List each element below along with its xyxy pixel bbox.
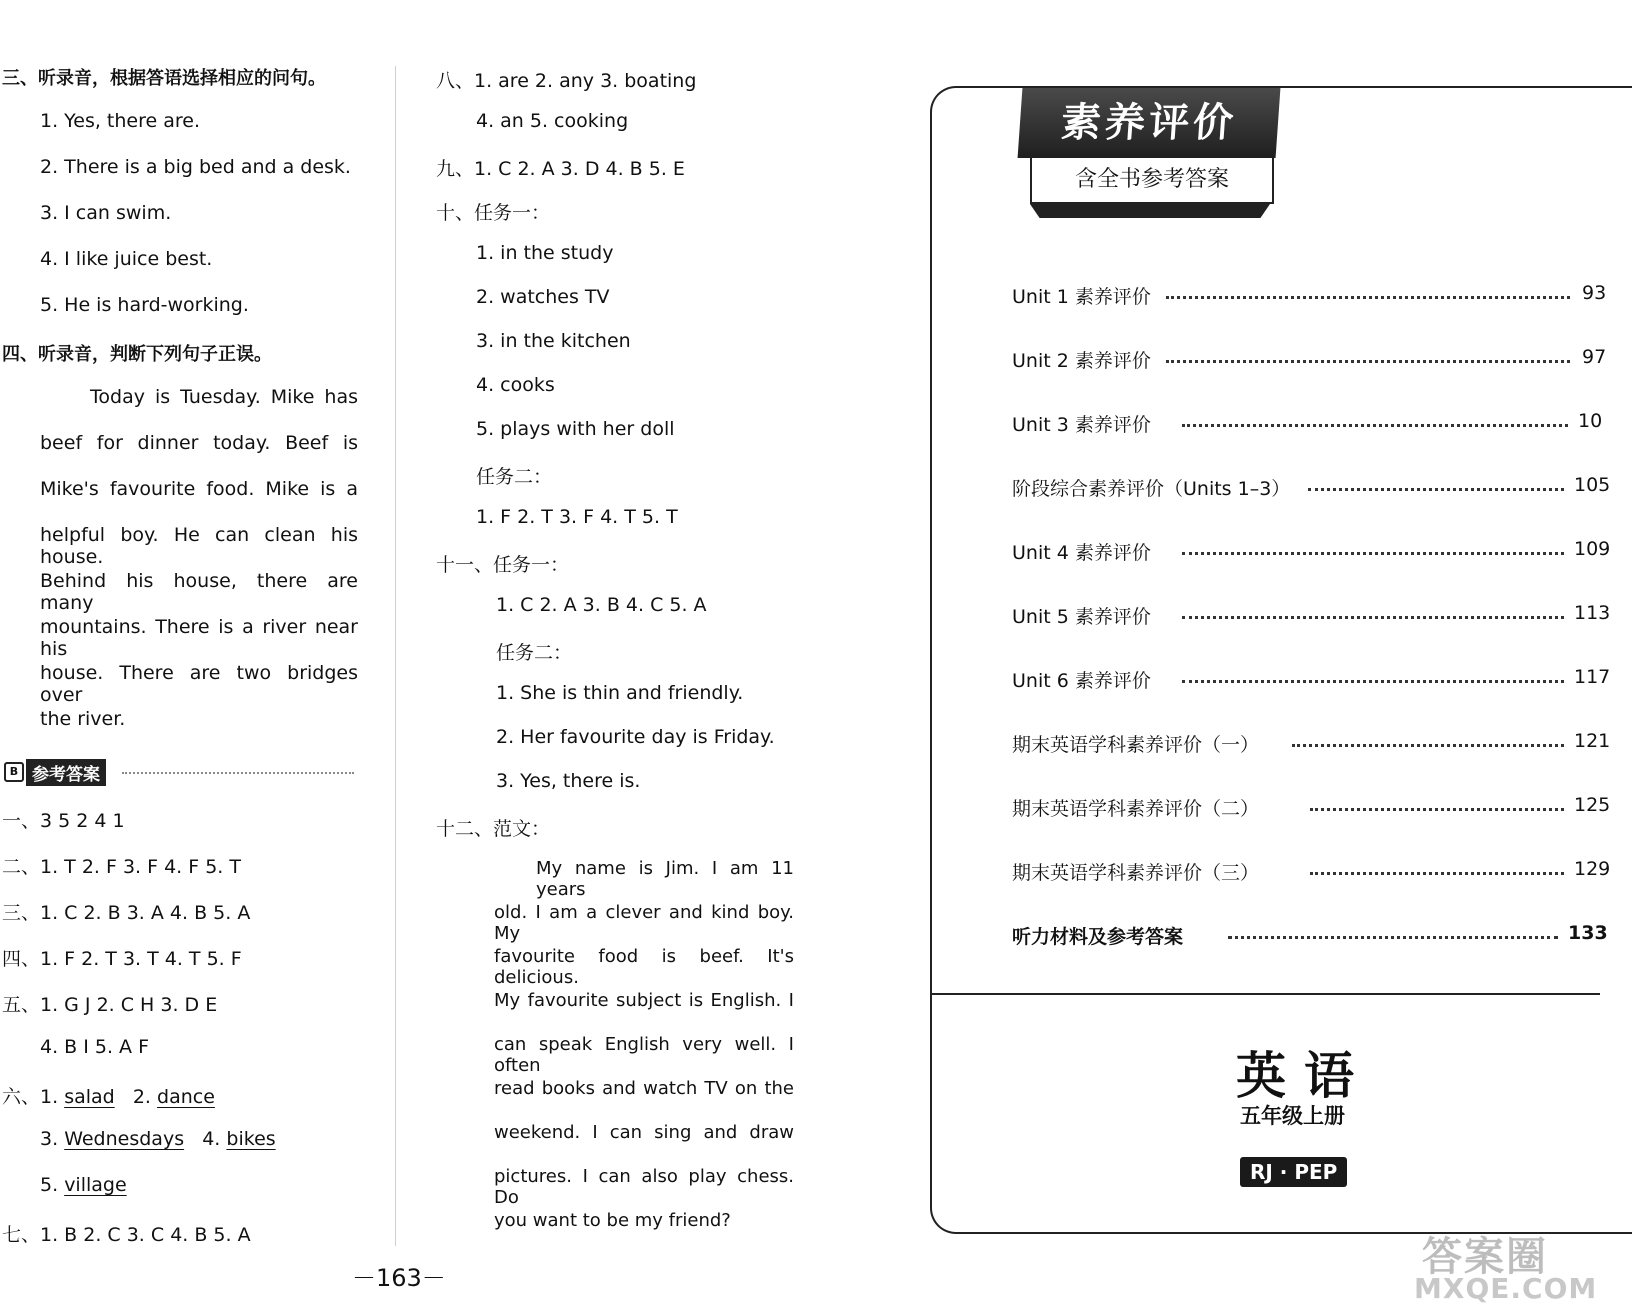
answer-row: 七、1. B 2. C 3. C 4. B 5. A <box>2 1224 251 1246</box>
toc-item-page: 105 <box>1574 474 1611 496</box>
answer-row: 1. C 2. A 3. B 4. C 5. A <box>496 594 707 616</box>
toc-leader <box>1182 552 1564 555</box>
watermark: 答案圈 <box>1422 1234 1548 1280</box>
toc-item-page: 129 <box>1574 858 1611 880</box>
list-item: 3. I can swim. <box>40 202 172 224</box>
toc-item-label: 期末英语学科素养评价（二） <box>1012 798 1260 820</box>
answer-number: 4. <box>202 1128 221 1150</box>
toc-leader <box>1182 424 1568 427</box>
list-item: 3. in the kitchen <box>476 330 631 352</box>
answer-row-6a <box>2 1082 215 1109</box>
essay-line: old. I am a clever and kind boy. My <box>494 902 794 944</box>
section-10-title: 十、任务一： <box>436 202 551 224</box>
toc-item-label: 阶段综合素养评价（Units 1–3） <box>1012 478 1291 500</box>
list-item: 5. He is hard-working. <box>40 294 249 316</box>
passage-line: house. There are two bridges over <box>40 662 358 706</box>
passage-line: Mike's favourite food. Mike is a <box>40 478 358 500</box>
toc-item-page: 109 <box>1574 538 1611 560</box>
answer-key-badge: 参考答案 <box>26 759 106 786</box>
banner-subtitle: 含全书参考答案 <box>1030 158 1274 204</box>
toc-leader <box>1308 488 1564 491</box>
answer-row: 1. F 2. T 3. F 4. T 5. T <box>476 506 678 528</box>
answer-prefix: 六、1. <box>2 1086 59 1108</box>
section-3-title: 三、听录音，根据答语选择相应的问句。 <box>2 68 326 89</box>
list-item: 2. Her favourite day is Friday. <box>496 726 775 748</box>
essay-line: weekend. I can sing and draw <box>494 1122 794 1143</box>
answer-word: Wednesdays <box>64 1128 185 1150</box>
answer-key-icon: B <box>4 762 24 782</box>
list-item: 1. She is thin and friendly. <box>496 682 744 704</box>
answer-row: 九、1. C 2. A 3. D 4. B 5. E <box>436 158 685 180</box>
toc-leader <box>1310 872 1564 875</box>
toc-item-label: Unit 5 素养评价 <box>1012 606 1151 628</box>
passage-line: beef for dinner today. Beef is <box>40 432 358 454</box>
toc-item-page: 113 <box>1574 602 1611 624</box>
toc-leader <box>1182 616 1564 619</box>
answer-row-6b <box>40 1128 276 1150</box>
divider <box>122 772 354 774</box>
divider <box>930 993 1600 995</box>
answer-word: dance <box>157 1086 215 1108</box>
task-title: 任务二： <box>496 642 573 664</box>
watermark-url: MXQE.COM <box>1414 1272 1598 1305</box>
toc-item-page: 97 <box>1582 346 1607 368</box>
task-title: 任务二： <box>476 466 553 488</box>
section-4-title: 四、听录音，判断下列句子正误。 <box>2 344 272 365</box>
toc-item-page: 121 <box>1574 730 1611 752</box>
banner-title: 素养评价 <box>1018 88 1281 158</box>
essay-line: My name is Jim. I am 11 years <box>536 858 794 900</box>
toc-leader <box>1310 808 1564 811</box>
essay-line: favourite food is beef. It's delicious. <box>494 946 794 988</box>
answer-row: 八、1. are 2. any 3. boating <box>436 70 697 92</box>
section-11-title: 十一、任务一： <box>436 554 570 576</box>
toc-item-label: 期末英语学科素养评价（三） <box>1012 862 1260 884</box>
passage-line: Behind his house, there are many <box>40 570 358 614</box>
column-divider <box>395 66 396 1246</box>
toc-leader <box>1166 360 1570 363</box>
toc-item-page: 117 <box>1574 666 1611 688</box>
toc-item-label: 听力材料及参考答案 <box>1012 926 1184 948</box>
list-item: 2. watches TV <box>476 286 610 308</box>
passage-line: Today is Tuesday. Mike has <box>90 386 358 408</box>
toc-item-label: Unit 2 素养评价 <box>1012 350 1151 372</box>
toc-item-label: Unit 3 素养评价 <box>1012 414 1151 436</box>
essay-line: can speak English very well. I often <box>494 1034 794 1076</box>
passage-line: mountains. There is a river near his <box>40 616 358 660</box>
toc-item-label: 期末英语学科素养评价（一） <box>1012 734 1260 756</box>
toc-leader <box>1228 936 1558 939</box>
toc-item-page: 125 <box>1574 794 1611 816</box>
essay-line: you want to be my friend? <box>494 1210 731 1231</box>
answer-row-6c <box>40 1174 127 1196</box>
passage-line: the river. <box>40 708 126 730</box>
answer-row: 4. an 5. cooking <box>476 110 629 132</box>
list-item: 2. There is a big bed and a desk. <box>40 156 351 178</box>
answer-word: village <box>64 1174 127 1196</box>
list-item: 5. plays with her doll <box>476 418 675 440</box>
essay-line: read books and watch TV on the <box>494 1078 794 1099</box>
answer-row: 一、3 5 2 4 1 <box>2 810 125 832</box>
list-item: 3. Yes, there is. <box>496 770 641 792</box>
answer-row: 五、1. G J 2. C H 3. D E <box>2 994 218 1016</box>
answer-word: salad <box>64 1086 115 1108</box>
page-number: －163－ <box>352 1264 446 1292</box>
answer-row: 四、1. F 2. T 3. T 4. T 5. F <box>2 948 242 970</box>
answer-row: 三、1. C 2. B 3. A 4. B 5. A <box>2 902 251 924</box>
section-12-title: 十二、范文： <box>436 818 551 840</box>
book-title: 英语 <box>1236 1047 1372 1105</box>
banner-ribbon <box>1030 204 1270 218</box>
toc-item-label: Unit 4 素养评价 <box>1012 542 1151 564</box>
passage-line: helpful boy. He can clean his house. <box>40 524 358 568</box>
toc-item-page: 133 <box>1568 922 1608 944</box>
toc-leader <box>1182 680 1564 683</box>
answer-row: 4. B I 5. A F <box>40 1036 150 1058</box>
list-item: 1. in the study <box>476 242 614 264</box>
edition-badge: RJ · PEP <box>1240 1157 1347 1187</box>
toc-leader <box>1292 744 1564 747</box>
list-item: 1. Yes, there are. <box>40 110 200 132</box>
essay-line: My favourite subject is English. I <box>494 990 794 1011</box>
list-item: 4. cooks <box>476 374 555 396</box>
essay-line: pictures. I can also play chess. Do <box>494 1166 794 1208</box>
toc-leader <box>1166 296 1570 299</box>
answer-row: 二、1. T 2. F 3. F 4. F 5. T <box>2 856 241 878</box>
toc-item-page: 93 <box>1582 282 1607 304</box>
answer-word: bikes <box>226 1128 276 1150</box>
answer-number: 5. <box>40 1174 59 1196</box>
list-item: 4. I like juice best. <box>40 248 213 270</box>
answer-number: 3. <box>40 1128 59 1150</box>
book-subtitle: 五年级上册 <box>1240 1104 1345 1128</box>
toc-item-label: Unit 1 素养评价 <box>1012 286 1151 308</box>
toc-item-page: 10 <box>1578 410 1603 432</box>
answer-number: 2. <box>132 1086 151 1108</box>
toc-item-label: Unit 6 素养评价 <box>1012 670 1151 692</box>
